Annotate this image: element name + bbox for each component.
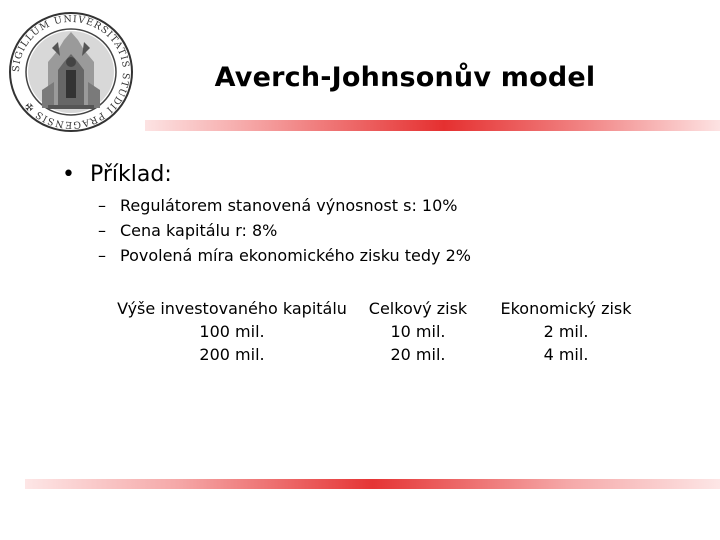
university-seal-icon <box>8 10 134 134</box>
sub-item <box>98 246 471 265</box>
table-cell: 4 mil. <box>543 345 589 364</box>
table-column-capital <box>112 297 352 366</box>
table-cell: 20 mil. <box>390 345 446 364</box>
table-cell: 200 mil. <box>199 345 265 364</box>
table-column-total-profit <box>362 297 474 366</box>
footer-bar <box>25 479 720 489</box>
sub-item-dash: – <box>98 221 106 240</box>
bullet-symbol: • <box>62 162 75 187</box>
sub-item-text: Povolená míra ekonomického zisku tedy 2% <box>120 246 471 265</box>
sub-item <box>98 196 457 215</box>
table-column-economic-profit <box>492 297 640 366</box>
svg-text:SIGILLUM UNIVERSITATIS STUDII: SIGILLUM UNIVERSITATIS STUDII PRAGENSIS ✠ <box>10 13 132 131</box>
sub-item-dash: – <box>98 246 106 265</box>
column-header: Výše investovaného kapitálu <box>117 299 347 318</box>
sub-item-text: Regulátorem stanovená výnosnost s: 10% <box>120 196 458 215</box>
title-underline-bar <box>145 120 720 131</box>
bullet-label: Příklad: <box>90 162 172 187</box>
table-cell: 10 mil. <box>390 322 446 341</box>
table-cell: 2 mil. <box>543 322 589 341</box>
slide-title: Averch-Johnsonův model <box>214 62 596 93</box>
bullet-item <box>62 162 172 187</box>
sub-item <box>98 221 277 240</box>
column-header: Ekonomický zisk <box>500 299 632 318</box>
sub-item-dash: – <box>98 196 106 215</box>
sub-item-text: Cena kapitálu r: 8% <box>120 221 278 240</box>
column-header: Celkový zisk <box>368 299 468 318</box>
table-cell: 100 mil. <box>199 322 265 341</box>
